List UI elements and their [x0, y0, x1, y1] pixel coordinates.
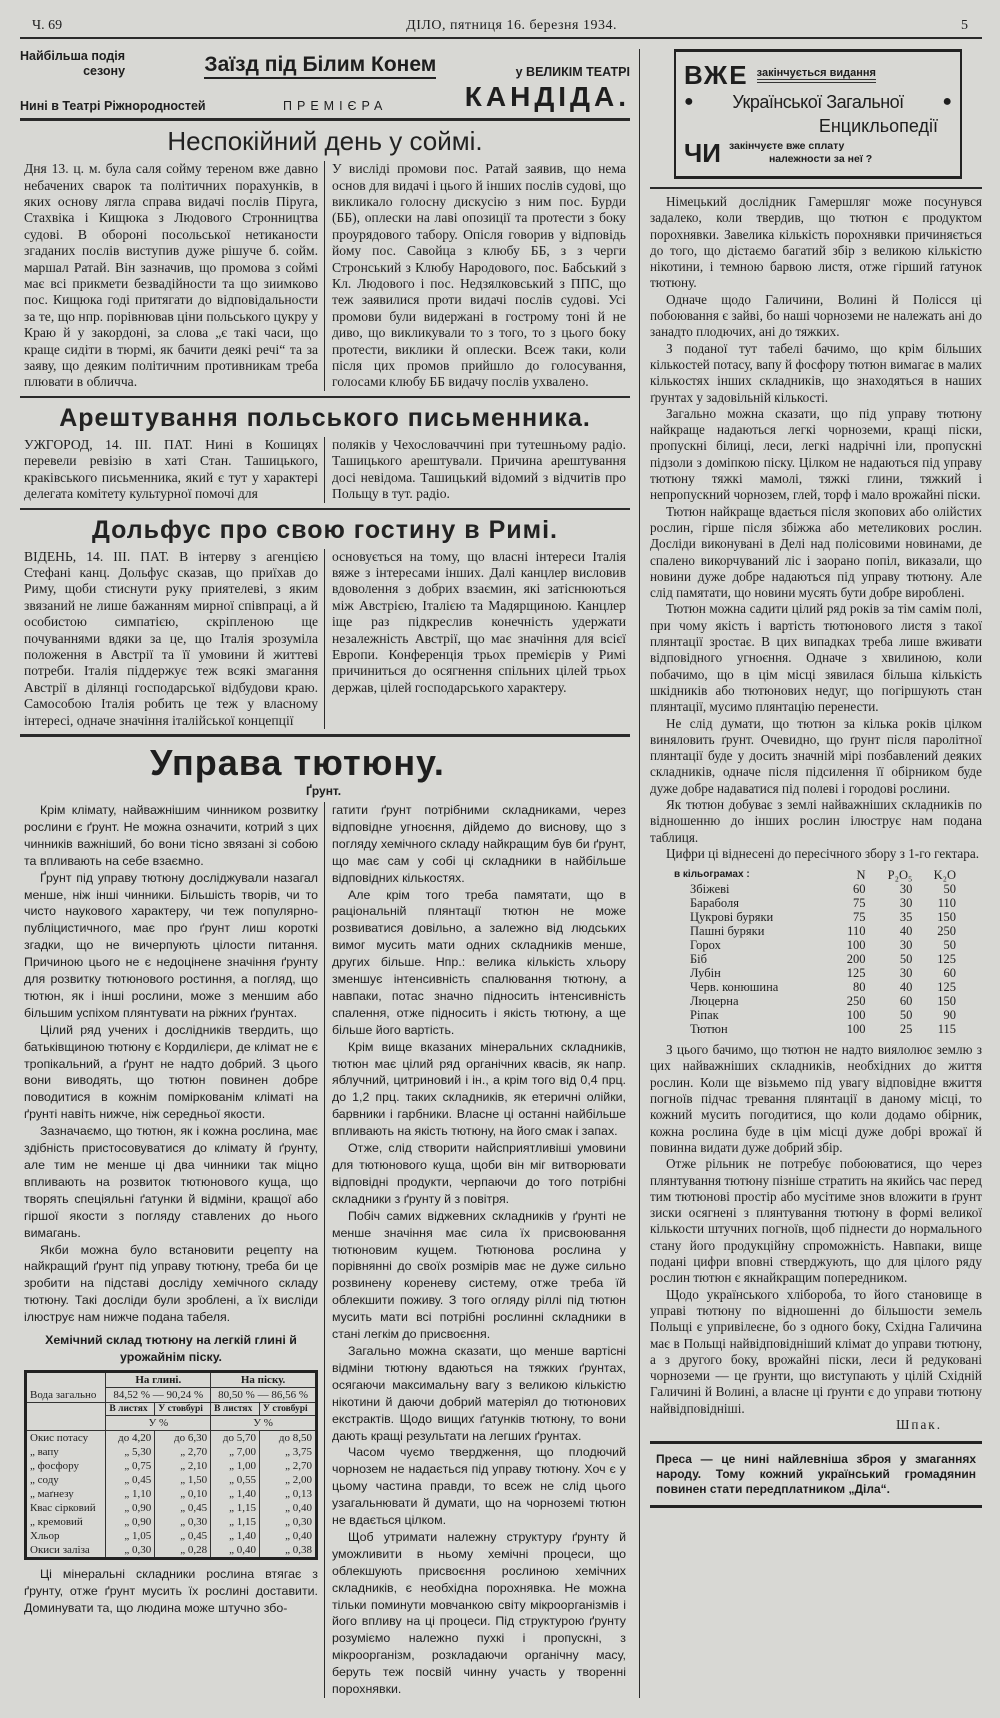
- row-label: „ фосфору: [26, 1459, 106, 1473]
- ad-line: належности за неї ?: [768, 153, 873, 165]
- column-header: В листях: [211, 1403, 260, 1416]
- article-column-left: [20, 802, 325, 1698]
- crop-name: Цукрові буряки: [690, 910, 774, 925]
- paragraph: Не слід думати, що тютюн за кілька років цілком виняловить ґрунт. Очевидно, що ґрунт після паролітної плянтації буде у досить значній мірі позбавлений деяких складників, одначе після підсилення її обірником буде дуже добре надаватися під полеві і городові рослини.: [650, 715, 982, 796]
- cell: 50: [943, 938, 956, 953]
- cell: „ 1,15: [211, 1501, 260, 1515]
- column-header: N: [856, 868, 866, 883]
- cell: до 5,70: [211, 1431, 260, 1446]
- article-text: основується на тому, що власні інтереси Італія вяже з інтересами інших. Далі канцлер висловив вдоволення з добрих взаємин, які затіснюються між Австрією, Італією та Мадярщиною. Канцлер іще раз підкреслив конечність удержати незалежність Австрії, що має значіння для всієї Европи. Конференція трьох премієрів у Римі причиниться до осягнення спільних цілей трьох держав, цілей господарського характеру.: [332, 548, 626, 695]
- paragraph: Загально можна сказати, що під управу тютюну найкраще надаються легкі чорноземи, кращі піски, пропускні білиці, леси, легкі надрічні іли, пропускні підзоли з доміпкою піску. Цілком не надаються під управу тютюну тяжкі мамолі, тяжкі глини, тяжкий і непропускний чорнозем, глей, торф і мало врожайні піски.: [650, 405, 982, 503]
- cell: „ 1,00: [211, 1459, 260, 1473]
- ad-word: ВЖЕ: [684, 60, 749, 90]
- cell: „ 1,15: [211, 1515, 260, 1529]
- cell: „ 2,70: [155, 1445, 211, 1459]
- cell: „ 0,40: [211, 1543, 260, 1559]
- cell: 100: [846, 1022, 866, 1037]
- unit-label: в кільограмах :: [674, 869, 750, 881]
- paragraph: Ґрунт під управу тютюну досліджували назагал менше, ніж інші чинники. Більшість творів, чи то чисто наукового характеру, чи теж популярно-публіцистичного, має про ґрунт лиш короткі згадки, що не вичерпують цілости питання. Причиною цього не є недоцінене значіння ґрунту для розвитку тютюнового ростиння, а погляд, що тютюн, як і інші рослини, може з меншим або більшим успіхом плянтувати на ріжних ґрунтах.: [24, 870, 318, 1020]
- cell: „ 0,13: [260, 1487, 317, 1501]
- cell: 50: [943, 882, 956, 897]
- row-label: Вода загально: [26, 1372, 106, 1403]
- table-row: [670, 896, 960, 910]
- crop-name: Лубін: [690, 966, 721, 981]
- cell: 25: [899, 1022, 913, 1037]
- cell: до 4,20: [106, 1431, 155, 1446]
- table-row: [26, 1445, 317, 1459]
- article-text: ВІДЕНЬ, 14. III. ПАТ. В інтерву з агенцією Стефані канц. Дольфус сказав, що приїхав до Риму, щоби стиснути руку приятелеві, з яким звязаний не лише бажанням мирної співпраці, а й особистою симпатією, скріпленою ще почуваннями вдяки за це, що Італія зрозуміла положення в Австрії та її умовини й життеві потреби. Італія піддержує теж всякі змагання Австрії в ділянці господарської відбудови краю. Самособою Італія робить це теж у власному інтересі, одначе значіння італійської концепції: [20, 549, 325, 729]
- row-label: „ кремовий: [26, 1515, 106, 1529]
- column-header: На піску.: [211, 1372, 317, 1388]
- press-box: Преса — це нині найлевніша зброя у змаганнях народу. Тому кожний український громадянин повинен стати передплатником „Діла“.: [650, 1441, 982, 1508]
- article-text: Дня 13. ц. м. була саля сойму тереном вже давно небачених сварок та політичних порахунків, в яких основу лягла справа видачі послів Піруга, Стахвіка і Кищюка з Людового Стронництва судові. В обороні посольської нетиканости згаданих послів виступив дуже рішуче б. сойм. маршал Ратай. Він зазначив, що промова з соймі має всі прикмети безвадійности та що зиимково пос. Кищюка годі притягати до відповідальности за те, що нпр. порівнював ціни польського цукру у Краю й у закордоні, за слова „є такі часи, що краще сидіти в тюрмі, як бачити деякі речі“ та за заяву, що деяким політичним противникам треба плювати в обличча.: [20, 161, 325, 391]
- cell: 200: [846, 952, 866, 967]
- table-row: [670, 938, 960, 952]
- chemical-composition-table: [24, 1370, 318, 1560]
- table-row: [670, 980, 960, 994]
- table-row: [26, 1529, 317, 1543]
- cell: „ 1,50: [155, 1473, 211, 1487]
- cell: 150: [937, 994, 956, 1009]
- cell: 30: [899, 896, 913, 911]
- article-column-middle: [325, 802, 630, 1698]
- paragraph: Німецький дослідник Гамершляг може посунувся задалеко, коли твердив, що тютюн є продуктом порохнявки. Завелика кількість порохнявки причиняється до того, що дістаємо багатий збір з великою кількістю нікотини, і темною барвою листя, отже гірший ґатунок тютюну.: [650, 194, 982, 291]
- cell: 110: [937, 896, 956, 911]
- ad-word: ЧИ: [684, 138, 721, 168]
- table-row: [670, 1008, 960, 1022]
- ad-line: Української Загальної: [732, 92, 904, 112]
- table-row: [670, 924, 960, 938]
- subheadline: Ґрунт.: [306, 783, 342, 798]
- crop-name: Біб: [690, 952, 708, 967]
- cell: 75: [852, 896, 866, 911]
- table-row: [670, 1022, 960, 1036]
- cell: 90: [943, 1008, 956, 1023]
- paragraph: Тютюн можна садити цілий ряд років за тім самім полі, при чому якість і вартість тютюнового листя з такої плянтації зростає. В цих випадках треба лише вживати відповідного угноєння. Одначе з хвилиною, коли побачимо, що в цім місці зявилася більша кількість шкідників або тютюнових недуг, що погіршують стан плянтації, мусимо плянтацію перенести.: [650, 601, 982, 715]
- cell: 115: [937, 1022, 956, 1037]
- crop-name: Горох: [690, 938, 721, 953]
- cell: „ 0,90: [106, 1515, 155, 1529]
- table-row: [26, 1473, 317, 1487]
- paragraph: Як тютюн добуває з землі найважніших складників по відношенню до інших рослин ілюструє нам подана таблиця.: [650, 796, 982, 845]
- cell: „ 2,70: [260, 1459, 317, 1473]
- table-row: [26, 1431, 317, 1446]
- unit-label: У %: [211, 1416, 317, 1431]
- cell: 100: [846, 1008, 866, 1023]
- page-number: 5: [961, 18, 968, 33]
- article-text: [650, 1042, 982, 1433]
- cell: до 6,30: [155, 1431, 211, 1446]
- cell: 84,52 % — 90,24 %: [106, 1388, 211, 1403]
- paragraph: З цього бачимо, що тютюн не надто виялолює землю з цих найважніших складників, необхідних до життя рослин. Коли ще візьмемо під увагу відповідне вжиття погноїв підчас тревання плянтації в даному місці, то кожний мусить погодитися, що коли додамо обірник, кожна рослина буде в цім місці дуже добрі врожаї й повинна видати дуже добрий збір.: [650, 1042, 982, 1155]
- paragraph: Щодо українського хлібороба, то його становище в управі тютюну по відношенні до більшости земель Польщі є упривілеєне, бо з одного боку, Східна Галичина має в Польщі найвідповідніший клімат до управи тютюну, а з другого боку, врожайні піски, леси й редуковані чорноземи — це ґрунти, що виступають у цілій Східній Галичині й Волині, а власне ці ґрунти є до управи тютюну найвідповідніші.: [650, 1286, 982, 1416]
- table-row: [26, 1543, 317, 1559]
- paragraph: Цілий ряд учених і дослідників твердить, що батьківщиною тютюну є Кордилієри, де клімат не є тропікальний, а ґрунт не надто добрий. З цього вони виводять, що тютюн повинен добре поводитися в кожнім поміркованім кліматі на ґрунті навіть нижче, ніж середньої якости.: [24, 1022, 318, 1122]
- play-title: КАНДІДА.: [464, 81, 630, 112]
- cell: 40: [899, 924, 913, 939]
- masthead: ДІЛО, пятниця 16. березня 1934.: [406, 18, 617, 33]
- cell: „ 5,30: [106, 1445, 155, 1459]
- headline: Управа тютюну.: [150, 741, 445, 783]
- column-header: В листях: [106, 1403, 155, 1416]
- cell: 30: [899, 882, 913, 897]
- cell: „ 1,05: [106, 1529, 155, 1543]
- paragraph: Отже, слід створити найсприятливіші умовини для тютюнового куща, щоби він міг витворювати відповідні продукти, черпаючи до того потрібні складники з ґрунту й з повітря.: [332, 1141, 626, 1206]
- page-header: [20, 18, 982, 39]
- author: Шпак.: [896, 1417, 942, 1432]
- theatre-ad: [20, 49, 630, 113]
- paragraph: Щоб утримати належну структуру ґрунту й уможливити в ньому хемічні процеси, що облекшують присвоєння рослиною хемічних складників, є необхідна порохнявка. Не можна тільки поминути мовчанкою світу мікроорганізмів і його впливу на ці процеси. Під структурою ґрунту розуміємо належно пухкі і пропускні, з мікроорганізм, розкладаючи органічну масу, беруть теж посвій чинну участь у творенні порохнявки.: [332, 1529, 626, 1697]
- column-header: У стовбурі: [155, 1403, 211, 1416]
- cell: „ 0,30: [260, 1515, 317, 1529]
- row-label: „ соду: [26, 1473, 106, 1487]
- table-title: Хемічний склад тютюну на легкій глині й урожайнім піску.: [45, 1333, 297, 1365]
- ad-line: закінчується видання: [757, 67, 876, 83]
- column-header: На глині.: [106, 1372, 211, 1388]
- ad-line: Найбільша подія: [20, 49, 126, 63]
- paragraph: Цифри ці віднесені до пересічного збору з 1-го гектара.: [666, 845, 980, 861]
- paragraph: Тютюн найкраще вдається після зкопових або олійстих рослин, гірше після збіжжа або метеликових рослин. Досліди виконувані в Делі над полісовими новинами, де спалено викорчуваний ліс і заорано попіл, виказали, що новини дуже добре надаються під управу тютюну. Але слід памятати, що новини мусять бути добре вироблені.: [650, 503, 982, 601]
- paragraph: Часом чуємо твердження, що плодючий чорнозем не надається під управу тютюну. Хоч є у цьому частина правди, то всеж не слід цього узагальнювати й думати, що на чорноземі тютюн не вдається цілком.: [332, 1445, 626, 1528]
- cell: 40: [899, 980, 913, 995]
- row-label: „ маґнезу: [26, 1487, 106, 1501]
- venue: у ВЕЛИКІМ ТЕАТРІ: [515, 65, 630, 79]
- cell: „ 0,45: [155, 1529, 211, 1543]
- cell: 75: [852, 910, 866, 925]
- cell: 125: [846, 966, 866, 981]
- table-row: [670, 994, 960, 1008]
- crop-name: Тютюн: [690, 1022, 728, 1037]
- cell: 35: [899, 910, 913, 925]
- cell: до 8,50: [260, 1431, 317, 1446]
- paragraph: гатити ґрунт потрібними складниками, через відповідне угноєння, дійдемо до виснову, що з погляду хемічного складу найкращим був би ґрунт, що має сам у собі ці складники в найбільше відповідних кількостях.: [332, 802, 626, 885]
- cell: 80: [852, 980, 866, 995]
- cell: „ 0,45: [155, 1501, 211, 1515]
- crop-name: Пашні буряки: [690, 924, 765, 939]
- cell: 150: [937, 910, 956, 925]
- headline: Дольфус про свою гостину в Римі.: [91, 515, 559, 544]
- column-header: P₂O₅: [887, 868, 913, 883]
- row-label: Хльор: [26, 1529, 106, 1543]
- cell: „ 0,40: [260, 1529, 317, 1543]
- table-row: [26, 1459, 317, 1473]
- table-row: [26, 1501, 317, 1515]
- paragraph: Але крім того треба памятати, що в раціональній плянтації тютюн не може розвиватися довільно, а залежно від людських вимог мусить мати одних складників менше, других більше. Нпр.: велика кількість хльору зменшує інтенсивність спалювання тютюну, а навпаки, потас значно підносить інтенсивність спалення, отже підносить і якість тютюну, а ще більше його вартість.: [332, 887, 626, 1037]
- venue: Нині в Театрі Ріжнородностей: [20, 99, 206, 113]
- play-title: Заїзд під Білим Конем: [204, 53, 436, 79]
- left-area: [20, 49, 640, 1698]
- paragraph: Крім вище вказаних мінеральних складників, тютюн має цілий ряд органічних квасів, як напр. яблучний, цитриновий і ін., а крім того від 0,4 прц. до 1,2 прц. таких складників, як етеричні олійки, барвники і гарбники. Власне ці останні найбільше впливають на якість тютюну, на його смак і запах.: [332, 1039, 626, 1139]
- table-row: [670, 910, 960, 924]
- encyclopedia-ad: [674, 49, 962, 179]
- cell: „ 2,00: [260, 1473, 317, 1487]
- row-label: Квас сірковий: [26, 1501, 106, 1515]
- crop-name: Ріпак: [690, 1008, 719, 1023]
- article-column-right: [650, 194, 982, 862]
- paragraph: Зазначаємо, що тютюн, як і кожна рослина, має здібність пристосовуватися до клімату й ґрунту, але тим не менше ці два чинники так міцно впливають на розвиток тютюнового куща, що творять спеціяльні ґатунки й відміни, кращої або гіршої якости з погляду ставлених до нього вимагань.: [24, 1124, 318, 1240]
- cell: „ 0,40: [260, 1501, 317, 1515]
- ad-line: сезону: [83, 64, 126, 78]
- bullet-icon: ●: [684, 93, 694, 110]
- cell: 110: [847, 924, 866, 939]
- cell: 50: [899, 1008, 913, 1023]
- cell: „ 3,75: [260, 1445, 317, 1459]
- cell: „ 1,40: [211, 1529, 260, 1543]
- row-label: „ вапу: [26, 1445, 106, 1459]
- cell: 30: [899, 938, 913, 953]
- cell: „ 1,10: [106, 1487, 155, 1501]
- unit-label: У %: [106, 1416, 211, 1431]
- paragraph: З поданої тут табелі бачимо, що крім більших кількостей потасу, вапу й фосфору тютюн вимагає в малих кількостях інших складників, що знаходяться в наших ґрунтах у задовільній кількості.: [650, 340, 982, 405]
- paragraph: Побіч самих віджевних складників у ґрунті не менше значіння має сила їх присвоювання тютюновим кущем. Тютюнова рослина у порівнянні до своїх розмірів має не дуже сильно розвинену кореневу систему, отже треба їй облекшити поживу. З того огляду ріллі під тютюн мусить мати всі потрібні рослинні складники в стані легкім до присвоєння.: [332, 1208, 626, 1342]
- table-row: [670, 966, 960, 980]
- cell: 125: [937, 980, 956, 995]
- cell: 50: [899, 952, 913, 967]
- cell: „ 0,10: [155, 1487, 211, 1501]
- ad-line: Енцикльопедії: [818, 116, 938, 136]
- crop-name: Черв. конюшина: [690, 980, 779, 995]
- headline: Неспокійний день у соймі.: [167, 126, 483, 156]
- column-header: K₂O: [933, 868, 956, 883]
- cell: 60: [852, 882, 866, 897]
- cell: 250: [846, 994, 866, 1009]
- cell: 100: [846, 938, 866, 953]
- cell: „ 1,40: [211, 1487, 260, 1501]
- ad-line: закінчуєте вже сплату: [728, 140, 845, 152]
- cell: 80,50 % — 86,56 %: [211, 1388, 317, 1403]
- cell: „ 0,55: [211, 1473, 260, 1487]
- headline: Арештування польського письменника.: [59, 403, 591, 432]
- table-row: [670, 882, 960, 896]
- table-row: [26, 1515, 317, 1529]
- article-text: поляків у Чехословаччині при тутешньому радіо. Ташицького арештували. Причина арештування досі невідома. Ташицький відомий з відчитів про Польщу в тут. радіо.: [332, 436, 626, 502]
- cell: 60: [899, 994, 913, 1009]
- bullet-icon: ●: [942, 93, 952, 110]
- crop-name: Бараболя: [690, 896, 739, 911]
- row-label: Окиси заліза: [26, 1543, 106, 1559]
- cell: „ 0,90: [106, 1501, 155, 1515]
- cell: „ 0,30: [155, 1515, 211, 1529]
- paragraph: Ці мінеральні складники рослина втягає з ґрунту, отже ґрунт мусить їх рослині доставити. Доминувати та, що людина може штучно збо-: [24, 1567, 318, 1615]
- right-area: [640, 49, 982, 1698]
- table-row: [26, 1487, 317, 1501]
- cell: 125: [937, 952, 956, 967]
- article-text: [24, 1566, 318, 1617]
- cell: „ 0,38: [260, 1543, 317, 1559]
- cell: 30: [899, 966, 913, 981]
- issue-number: Ч. 69: [32, 18, 63, 33]
- paragraph: Одначе щодо Галичини, Волині й Полісся ці побоювання є зайві, бо наші чорноземи не належать ані до занадто плодючих, ані до тяжких.: [650, 291, 982, 340]
- nutrient-table: [670, 868, 960, 1036]
- paragraph: Крім клімату, найважнішим чинником розвитку рослини є ґрунт. Не можна означити, котрий з цих чинників важніший, бо вони тісно звязані зі собою та впливають на себе взаємно.: [24, 802, 318, 868]
- cell: 250: [937, 924, 956, 939]
- paragraph: Отже рільник не потребує побоюватися, що через плянтування тютюну пізніше стратить на якийсь час перед тим тютюнові простір або мусітиме знов вложити в ґрунт зиски осягнені з плянтування тютюну в формі великої кількости штучних погноїв, щоб піднести до нормального стану його продукційну спроможність. Навпаки, вище подані цифри вповні стверджують, що для цілого ряду рослин тютюн є якнайкращим попередником.: [650, 1156, 982, 1286]
- cell: „ 0,30: [106, 1543, 155, 1559]
- cell: „ 2,10: [155, 1459, 211, 1473]
- crop-name: Збіжеві: [690, 882, 730, 897]
- paragraph: Якби можна було встановити рецепту на найкращий ґрунт під управу тютюну, треба би це зробити на підставі досліду хемічного складу тютюну. Такі досліди були зроблені, а їх висліди ілюструє нам нижче подана табеля.: [24, 1242, 318, 1325]
- cell: „ 7,00: [211, 1445, 260, 1459]
- article-text: У висліді промови пос. Ратай заявив, що нема основ для видачі і цього й інших послів судові, що викликало голосну дискусію з ним пос. Бурди (ББ), оплески на лаві опозиції та протести з боку проурядового табору. Опісля говорив у відповідь йому пос. Савойца з клюбу ББ, з з черги Стронський з Клюбу Народового, пос. Бабський з Кл. Людового і пос. Недзялковський з ППС, що теж заявилися проти видачі послів судові. Усі промови були видержані в гострому тоні й не диво, що викликували то з того, то з цього боку протести, виклики й оплески. Всеж таки, коли після цих промов прийшло до голосування, голосами клюбу ББ видачу послів ухвалено.: [332, 161, 626, 390]
- cell: 60: [943, 966, 956, 981]
- crop-name: Люцерна: [690, 994, 739, 1009]
- cell: „ 0,45: [106, 1473, 155, 1487]
- article-text: УЖГОРОД, 14. III. ПАТ. Нині в Кошицях перевели ревізію в хаті Стан. Ташицького, краківського письменника, який є тут у характері делегата комітету культурної помочі для: [20, 437, 325, 503]
- cell: „ 0,75: [106, 1459, 155, 1473]
- row-label: Окис потасу: [26, 1431, 106, 1446]
- table-row: [670, 952, 960, 966]
- cell: „ 0,28: [155, 1543, 211, 1559]
- premiere-label: ПРЕМІЄРА: [283, 99, 388, 113]
- column-header: У стовбурі: [260, 1403, 317, 1416]
- paragraph: Загально можна сказати, що менше вартісні відміни тютюну вдаються на тяжких ґрунтах, осягаючи максимальну вагу з великою кількістю нікотини й даючи добрий матеріял до тютюнових екстрактів. Щодо вищих ґатунків тютюну, то вони дають кращі результати на легших ґрунтах.: [332, 1343, 626, 1443]
